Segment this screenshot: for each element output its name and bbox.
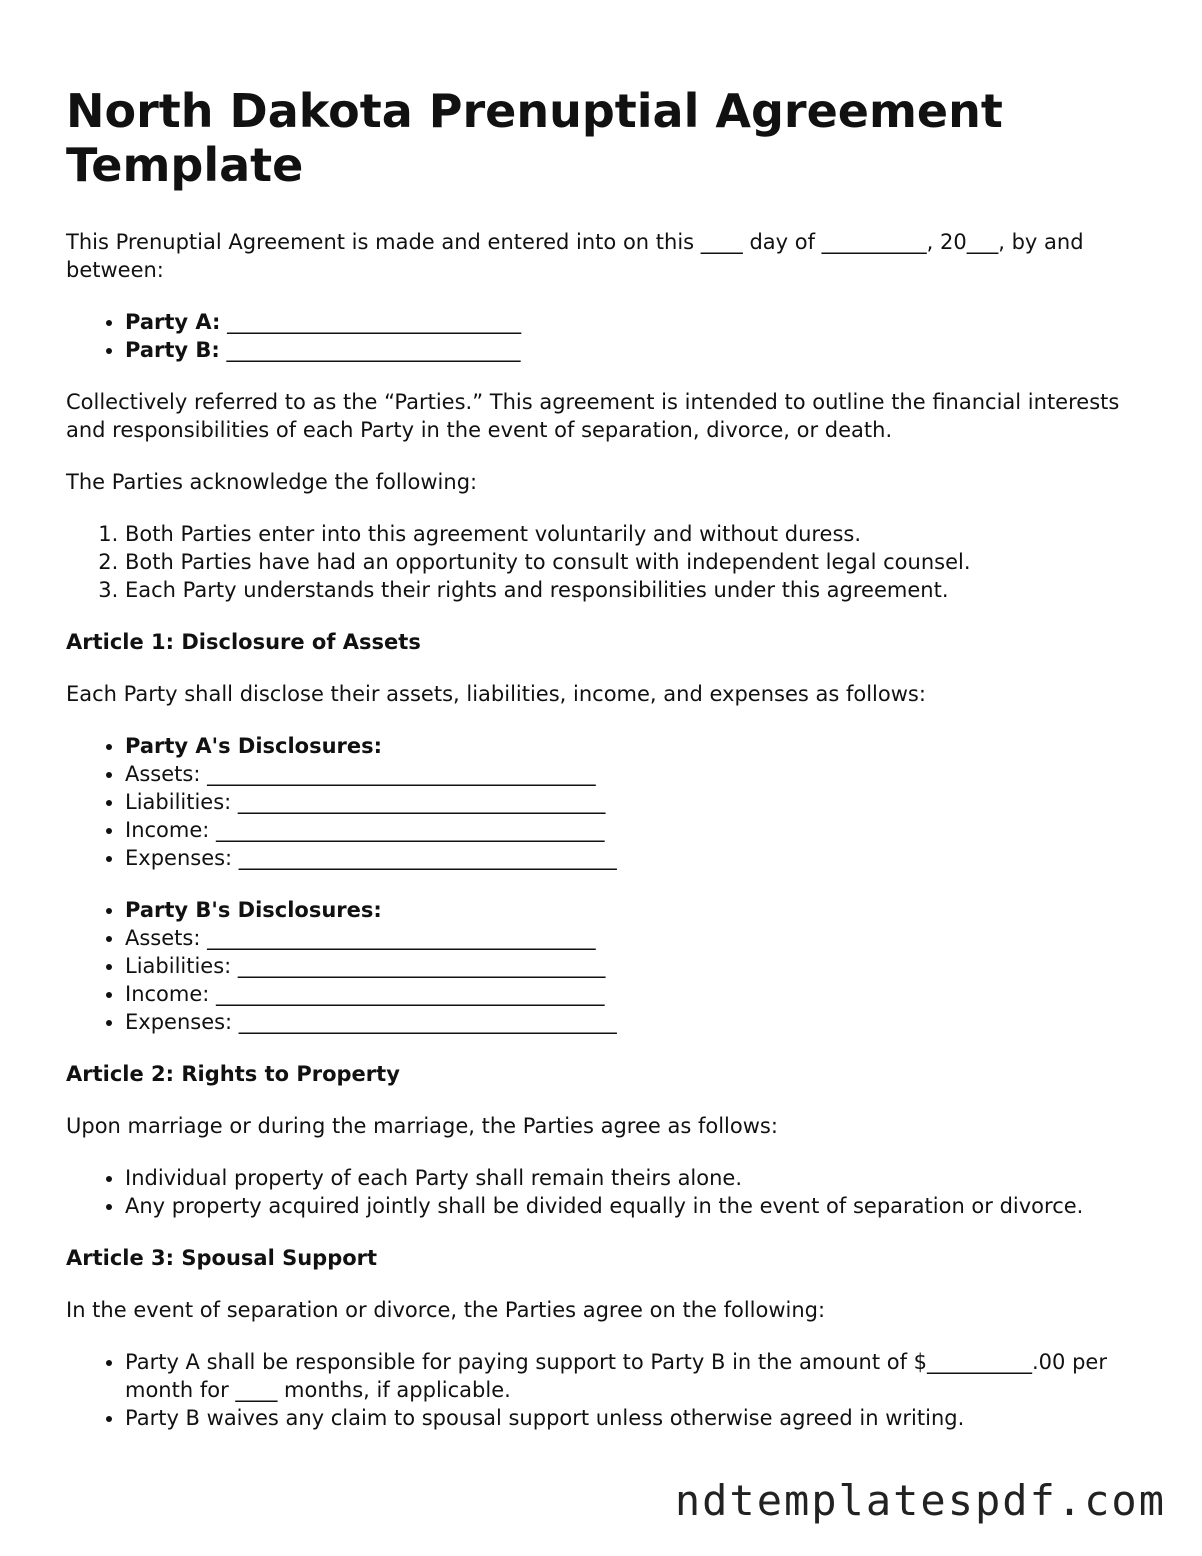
collectively-paragraph: Collectively referred to as the “Parties.” This agreement is intended to outline the financial interests and responsibilities of each Party in the event of separation, divorce, or death. xyxy=(66,390,1120,442)
page-title: North Dakota Prenuptial Agreement Template xyxy=(66,84,1003,192)
article-2-heading: Article 2: Rights to Property xyxy=(66,1062,400,1086)
list-item: • Party B's Disclosures: xyxy=(125,896,1146,924)
party-a-disclosures-list xyxy=(66,732,1146,872)
list-item: 3. Each Party understands their rights and responsibilities under this agreement. xyxy=(125,576,1146,604)
parties-list xyxy=(66,308,1146,364)
list-item: • Income: _____________________________________ xyxy=(125,816,1146,844)
party-a-label: Party A: xyxy=(125,310,221,334)
list-item: • Liabilities: ___________________________________ xyxy=(125,788,1146,816)
list-item xyxy=(125,308,1146,336)
list-item: 1. Both Parties enter into this agreement voluntarily and without duress. xyxy=(125,520,1146,548)
list-item: • Party B waives any claim to spousal support unless otherwise agreed in writing. xyxy=(125,1404,1146,1432)
list-item: • Any property acquired jointly shall be divided equally in the event of separation or divorce. xyxy=(125,1192,1146,1220)
article-3-list xyxy=(66,1348,1146,1432)
article-3-heading: Article 3: Spousal Support xyxy=(66,1246,378,1270)
acknowledgements-list xyxy=(66,520,1146,604)
party-b-disclosures-list xyxy=(66,896,1146,1036)
article-2-list xyxy=(66,1164,1146,1220)
list-item: • Liabilities: ___________________________________ xyxy=(125,952,1146,980)
list-item: • Assets: _____________________________________ xyxy=(125,760,1146,788)
party-a-blank: ____________________________ xyxy=(220,310,522,334)
document-page xyxy=(66,84,1146,1456)
article-1-heading: Article 1: Disclosure of Assets xyxy=(66,630,421,654)
article-3-text: In the event of separation or divorce, the Parties agree on the following: xyxy=(66,1298,826,1322)
list-item: • Party A shall be responsible for paying support to Party B in the amount of $__________.00 per month for ____ months, if applicable. xyxy=(125,1348,1146,1404)
list-item: • Assets: _____________________________________ xyxy=(125,924,1146,952)
party-b-label: Party B: xyxy=(125,338,220,362)
party-b-blank: ____________________________ xyxy=(219,338,521,362)
list-item: • Expenses: ____________________________________ xyxy=(125,844,1146,872)
article-1-text: Each Party shall disclose their assets, liabilities, income, and expenses as follows: xyxy=(66,682,926,706)
article-2-text: Upon marriage or during the marriage, the Parties agree as follows: xyxy=(66,1114,778,1138)
list-item: • Individual property of each Party shall remain theirs alone. xyxy=(125,1164,1146,1192)
list-item xyxy=(125,336,1146,364)
watermark: ndtemplatespdf.com xyxy=(674,1476,1166,1525)
list-item: • Income: _____________________________________ xyxy=(125,980,1146,1008)
list-item: • Expenses: ____________________________________ xyxy=(125,1008,1146,1036)
list-item: 2. Both Parties have had an opportunity to consult with independent legal counsel. xyxy=(125,548,1146,576)
intro-paragraph: This Prenuptial Agreement is made and entered into on this ____ day of __________, 20___, by and between: xyxy=(66,230,1084,282)
acknowledge-intro: The Parties acknowledge the following: xyxy=(66,470,478,494)
list-item: • Party A's Disclosures: xyxy=(125,732,1146,760)
